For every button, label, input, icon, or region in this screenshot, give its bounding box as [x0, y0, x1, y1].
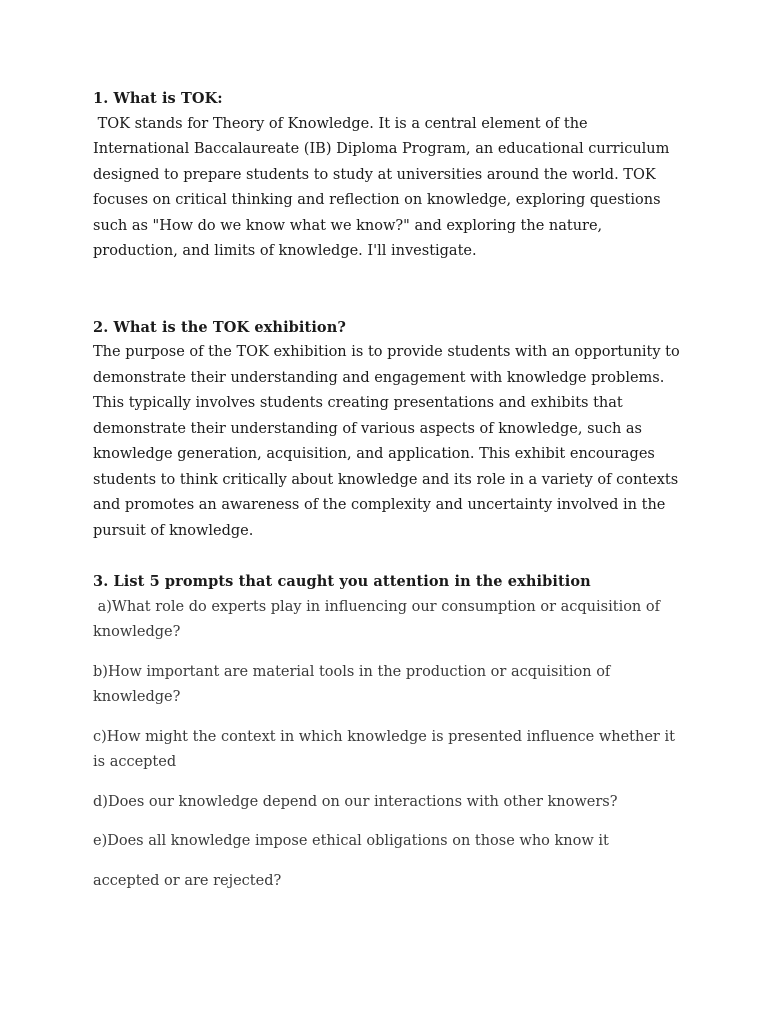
section-1-body: TOK stands for Theory of Knowledge. It is a central element of the International Baccalaureate (IB) Diploma Program, an educational curriculum designed to prepare students to study at universities around the world. TOK focuses on critical thinking and reflection on knowledge, exploring questions such as "How do we know what we know?" and exploring the nature, production, and limits of knowledge. I'll investigate. — [93, 115, 674, 259]
prompt-list — [93, 595, 683, 895]
prompt-d: d)Does our knowledge depend on our interactions with other knowers? — [93, 793, 618, 810]
spacer — [93, 265, 683, 315]
document-page — [93, 86, 683, 908]
prompt-a: a)What role do experts play in influencing our consumption or acquisition of knowledge? — [93, 598, 665, 640]
prompt-b: b)How important are material tools in the production or acquisition of knowledge? — [93, 663, 615, 705]
spacer — [93, 544, 683, 569]
section-2-body: The purpose of the TOK exhibition is to provide students with an opportunity to demonstrate their understanding and engagement with knowledge problems. This typically involves students creating presentations and exhibits that demonstrate their understanding of various aspects of knowledge, such as knowledge generation, acquisition, and application. This exhibit encourages students to think critically about knowledge and its role in a variety of contexts and promotes an awareness of the complexity and uncertainty involved in the pursuit of knowledge. — [93, 344, 685, 539]
section-3-heading: 3. List 5 prompts that caught you attention in the exhibition — [93, 573, 591, 590]
section-1-heading: 1. What is TOK: — [93, 90, 223, 107]
prompt-e: e)Does all knowledge impose ethical obligations on those who know it — [93, 833, 609, 849]
prompt-continuation: accepted or are rejected? — [93, 872, 282, 889]
prompt-c: c)How might the context in which knowledge is presented influence whether it is accepted — [93, 728, 680, 770]
section-2-heading: 2. What is the TOK exhibition? — [93, 318, 346, 336]
